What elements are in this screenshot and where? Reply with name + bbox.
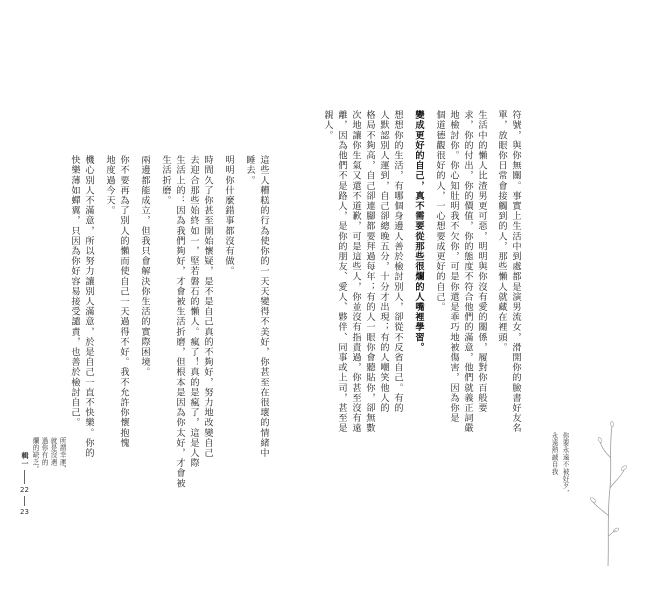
text-column: 睡去。 (244, 155, 255, 186)
text-column: 地度過今天。 (104, 155, 115, 216)
text-column: 符號，與你無關。事實上生活中到處都是演男流女，滑開你的臉書好友名 (510, 110, 521, 434)
side-note-line: 所謂幸運， (58, 437, 66, 473)
text-column: 生活折磨。 (160, 155, 171, 206)
text-column: 個道德觀很好的人，一心想要成更好的自己。 (434, 110, 445, 312)
text-column: 格局不夠高，自己卻連腳都要拜過每年；有的人一眼你會聽貼你，卻無數 (364, 110, 375, 434)
text-column: 去迎合那些始終如一，堅若磐石的懶人。瘋了！真的是瘋了，這是人際 (188, 155, 199, 469)
side-note-line: 你要永遠不被好歹， (561, 432, 569, 497)
side-note-line: 過你有的 (40, 437, 48, 466)
page-number-23: 23 (20, 508, 29, 516)
text-column: 時間久了你甚至開始懷疑，是不是自己真的不夠好，努力地改變自己 (202, 155, 213, 458)
text-column: 這些人糟糕的行為使你的一天天變得不美好，你甚至在很壞的情緒中 (258, 155, 269, 458)
text-column: 求，你的付出，你的價值，你的態度不符合他們的滿意，他們就義正詞嚴 (462, 110, 473, 434)
page-number-22: 22 (20, 486, 29, 494)
text-column: 離，因為他們不是路人，是你的朋友、愛人、夥伴、同事或上司，甚至是 (336, 110, 347, 434)
plant-sprig-illustration (588, 418, 628, 568)
text-column: 兩邊都能成立，但我只會解決你生活的實際困境。 (139, 155, 150, 378)
text-column: 想想你的生活，有哪個身邊人善於檢討別人，卻從不反省自己。有的 (392, 110, 403, 413)
text-column: 親人。 (322, 110, 333, 141)
text-column: 機心別人不滿意，所以努力讓別人滿意，於是自己一直不快樂。你的 (83, 155, 94, 458)
text-column: 你不要再為了別人的懶而使自己一天過得不好。我不允許你懷抱愧 (118, 155, 129, 448)
side-note-line: 爛的缺乏。 (31, 437, 39, 473)
text-column: 地檢討你。你心知肚明我不欠你，可是你還是乖巧地被傷害，因為你是 (448, 110, 459, 424)
text-column: 明明你什麼錯事都沒有做。 (223, 155, 234, 277)
text-column: 生活中的懶人比渣男更可惡，明明與你沒有愛的關係，履對你百般要 (476, 110, 487, 413)
emphasis-column: 變成更好的自己，真不需要從那些很爛的人嘴裡學習。 (413, 110, 424, 353)
folio-rule (24, 496, 25, 506)
text-column: 快樂薄如蟬翼，只因為你好容易接受譴責，也善於檢討自己。 (69, 155, 80, 428)
folio-rule (24, 470, 25, 484)
text-column: 次地讓你生氣又還不道歉，可是這些人，你並沒有指責過，你甚至沒有遠 (350, 110, 361, 434)
side-note-line: 就是沒遇 (49, 437, 57, 466)
side-note-line: 永遠熱誠自我 (550, 432, 558, 476)
chapter-mark: 輯一 (21, 452, 29, 468)
text-column: 人默認別人運到，自己卻總晚五分，十分才出現；有的人嘲笑他人的 (378, 110, 389, 413)
text-column: 單，放眼你日常會接觸到的人，那些懶人就藏在裡頭。 (496, 110, 507, 353)
text-column: 生活上的：因為我們夠好，才會被生活折磨，但根本是因為你太好，才會被 (174, 155, 185, 489)
